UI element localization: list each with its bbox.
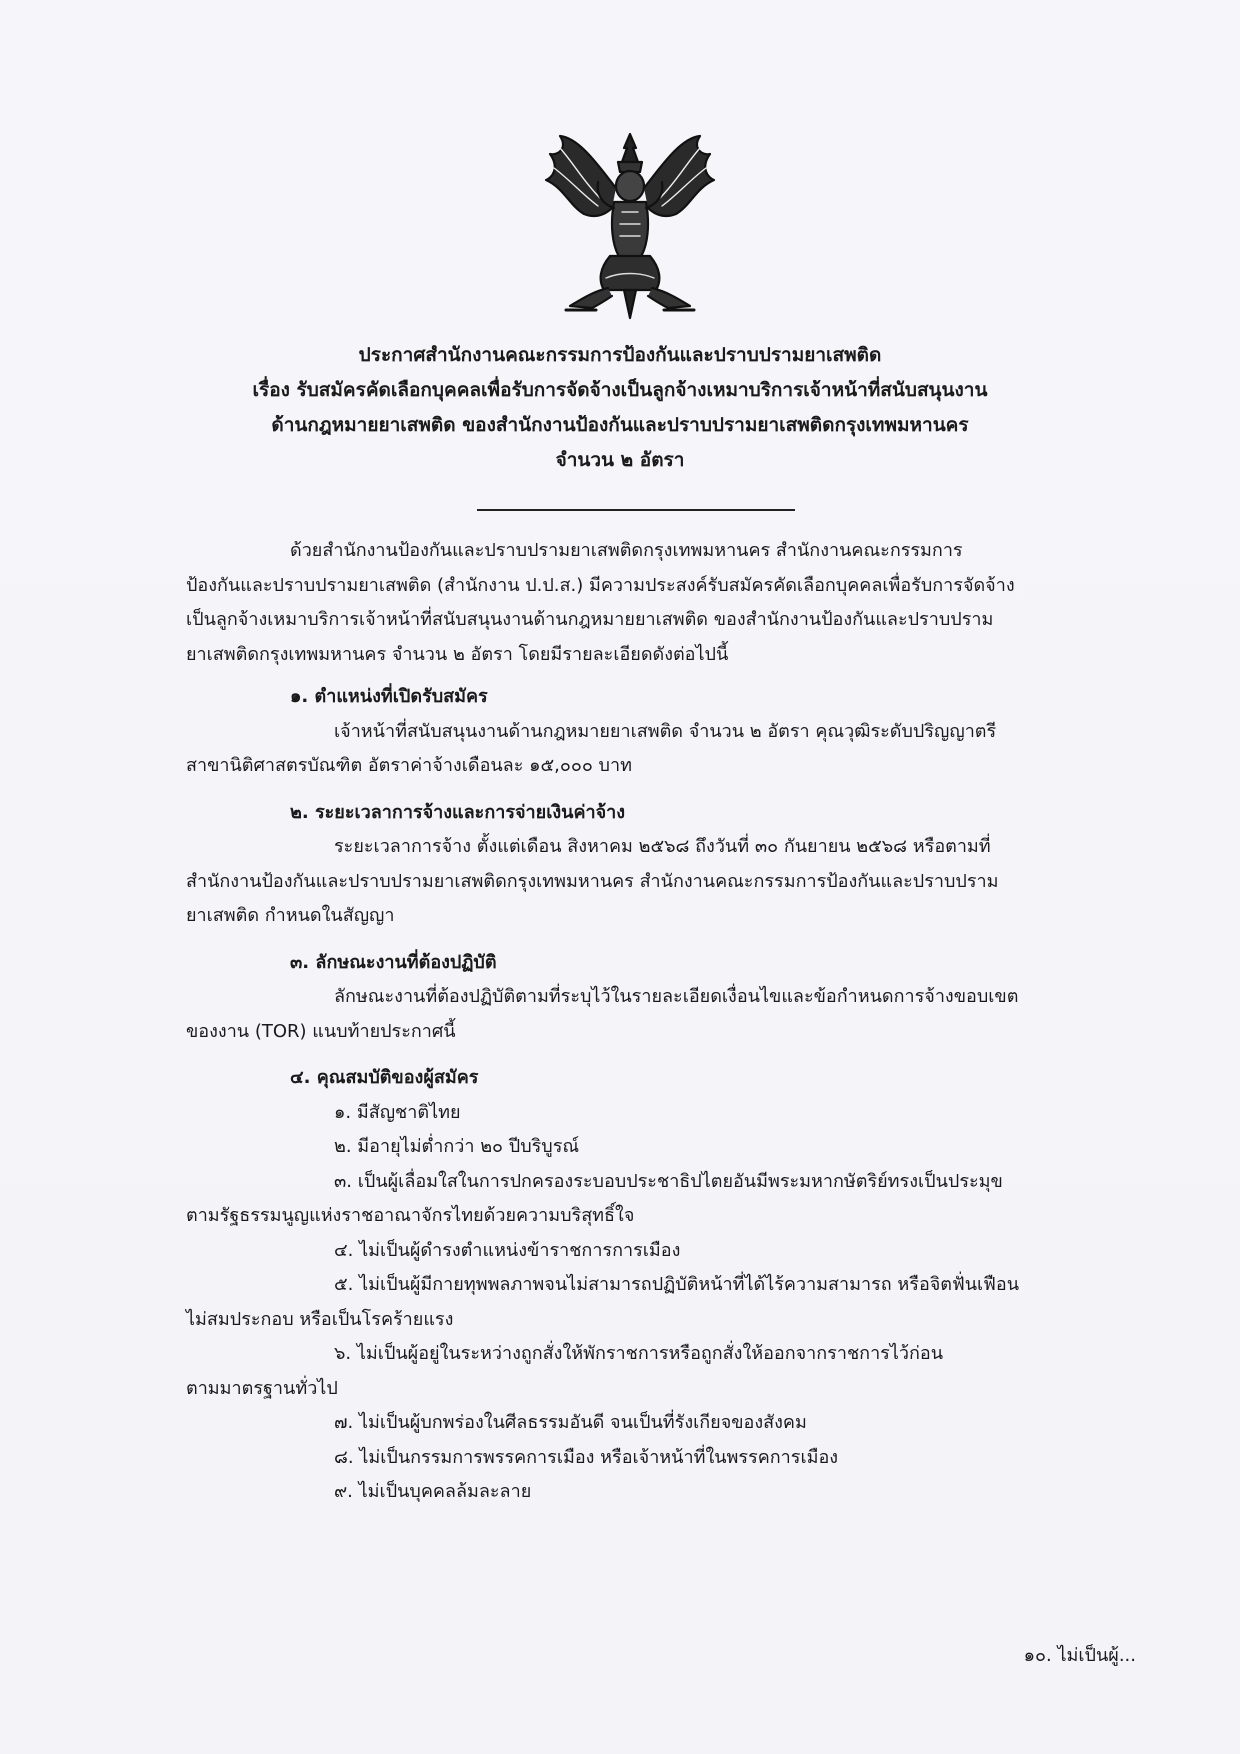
qualification-1: ๑. มีสัญชาติไทย bbox=[334, 1101, 461, 1123]
intro-line-3: เป็นลูกจ้างเหมาบริการเจ้าหน้าที่สนับสนุนงานด้านกฎหมายยาเสพติด ของสำนักงานป้องกันและปราบปราม bbox=[186, 609, 994, 630]
qualification-6: ๖. ไม่เป็นผู้อยู่ในระหว่างถูกสั่งให้พักราชการหรือถูกสั่งให้ออกจากราชการไว้ก่อน bbox=[334, 1343, 944, 1364]
section-1-line-2: สาขานิติศาสตรบัณฑิต อัตราค่าจ้างเดือนละ ๑๕,๐๐๐ บาท bbox=[186, 755, 632, 776]
section-3-heading: ๓. ลักษณะงานที่ต้องปฏิบัติ bbox=[290, 951, 497, 973]
qualification-5-cont: ไม่สมประกอบ หรือเป็นโรคร้ายแรง bbox=[186, 1308, 454, 1330]
section-2-line-1: ระยะเวลาการจ้าง ตั้งแต่เดือน สิงหาคม ๒๕๖๘ ถึงวันที่ ๓๐ กันยายน ๒๕๖๘ หรือตามที่ bbox=[334, 836, 991, 857]
section-1-heading: ๑. ตำแหน่งที่เปิดรับสมัคร bbox=[290, 686, 488, 707]
qualification-8: ๘. ไม่เป็นกรรมการพรรคการเมือง หรือเจ้าหน้าที่ในพรรคการเมือง bbox=[334, 1446, 839, 1468]
intro-line-2: ป้องกันและปราบปรามยาเสพติด (สำนักงาน ป.ป.ส.) มีความประสงค์รับสมัครคัดเลือกบุคคลเพื่อรับการจัดจ้าง bbox=[186, 574, 1015, 596]
section-3-line-2: ของงาน (TOR) แนบท้ายประกาศนี้ bbox=[186, 1020, 456, 1042]
title-line-3: ด้านกฎหมายยาเสพติด ของสำนักงานป้องกันและปราบปรามยาเสพติดกรุงเทพมหานคร bbox=[271, 414, 969, 436]
announcement-title bbox=[160, 338, 1080, 478]
title-line-2: เรื่อง รับสมัครคัดเลือกบุคคลเพื่อรับการจัดจ้างเป็นลูกจ้างเหมาบริการเจ้าหน้าที่สนับสนุนงาน bbox=[252, 379, 988, 401]
section-4-heading: ๔. คุณสมบัติของผู้สมัคร bbox=[290, 1067, 479, 1088]
title-divider bbox=[477, 509, 795, 511]
section-1-line-1: เจ้าหน้าที่สนับสนุนงานด้านกฎหมายยาเสพติด จำนวน ๒ อัตรา คุณวุฒิระดับปริญญาตรี bbox=[334, 720, 997, 742]
title-line-4: จำนวน ๒ อัตรา bbox=[555, 449, 685, 471]
intro-line-4: ยาเสพติดกรุงเทพมหานคร จำนวน ๒ อัตรา โดยมีรายละเอียดดังต่อไปนี้ bbox=[186, 643, 729, 665]
garuda-emblem-icon bbox=[540, 128, 720, 324]
section-2-line-2: สำนักงานป้องกันและปราบปรามยาเสพติดกรุงเทพมหานคร สำนักงานคณะกรรมการป้องกันและปราบปราม bbox=[186, 870, 999, 892]
section-2-heading: ๒. ระยะเวลาการจ้างและการจ่ายเงินค่าจ้าง bbox=[290, 801, 626, 823]
qualification-3-cont: ตามรัฐธรรมนูญแห่งราชอาณาจักรไทยด้วยความบริสุทธิ์ใจ bbox=[186, 1205, 635, 1226]
qualification-5: ๕. ไม่เป็นผู้มีกายทุพพลภาพจนไม่สามารถปฏิบัติหน้าที่ได้ไร้ความสามารถ หรือจิตฟั่นเฟือน bbox=[334, 1274, 1020, 1295]
qualification-9: ๙. ไม่เป็นบุคคลล้มละลาย bbox=[334, 1481, 532, 1502]
document-body bbox=[186, 534, 1130, 1510]
section-3-line-1: ลักษณะงานที่ต้องปฏิบัติตามที่ระบุไว้ในรายละเอียดเงื่อนไขและข้อกำหนดการจ้างขอบเขต bbox=[334, 986, 1019, 1007]
qualification-2: ๒. มีอายุไม่ต่ำกว่า ๒๐ ปีบริบูรณ์ bbox=[334, 1136, 580, 1157]
title-line-1: ประกาศสำนักงานคณะกรรมการป้องกันและปราบปรามยาเสพติด bbox=[358, 344, 882, 366]
intro-line-1: ด้วยสำนักงานป้องกันและปราบปรามยาเสพติดกรุงเทพมหานคร สำนักงานคณะกรรมการ bbox=[290, 540, 963, 561]
qualification-3: ๓. เป็นผู้เลื่อมใสในการปกครองระบอบประชาธิปไตยอันมีพระมหากษัตริย์ทรงเป็นประมุข bbox=[334, 1170, 1003, 1192]
qualification-6-cont: ตามมาตรฐานทั่วไป bbox=[186, 1377, 338, 1399]
continuation-marker: ๑๐. ไม่เป็นผู้... bbox=[1023, 1645, 1136, 1666]
qualification-7: ๗. ไม่เป็นผู้บกพร่องในศีลธรรมอันดี จนเป็นที่รังเกียจของสังคม bbox=[334, 1412, 807, 1433]
section-2-line-3: ยาเสพติด กำหนดในสัญญา bbox=[186, 905, 395, 926]
qualification-4: ๔. ไม่เป็นผู้ดำรงตำแหน่งข้าราชการการเมือง bbox=[334, 1239, 681, 1261]
